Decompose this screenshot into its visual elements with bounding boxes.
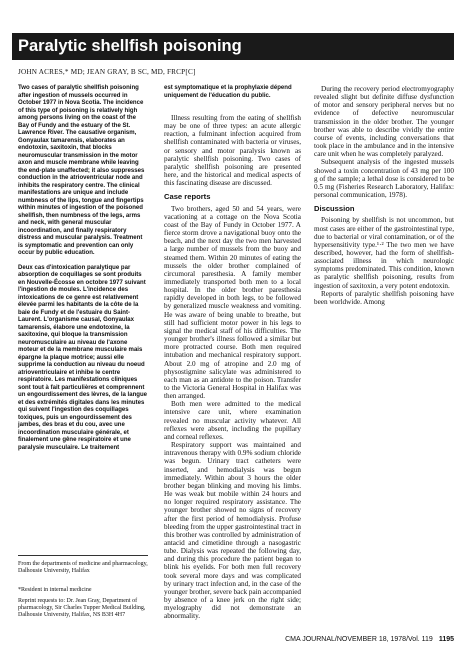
- page-footer: [285, 636, 454, 643]
- case-paragraph-4: During the recovery period electromyography revealed slight but definite diffuse dysfunction of motor and sensory peripheral nerves but no evidence of defective neuromuscular transmission in the older brother. The younger brother was able to describe vividly the entire course of events, including conversations that took place in the ambulance and in the intensive care unit when he was completely paralyzed.: [314, 85, 454, 159]
- abstract-french: Deux cas d'intoxication paralytique par absorption de coquillages se sont produits en Nouvelle-Écosse en octobre 1977 suivant l'ingestion de moules. L'incidence des intoxications de ce genre est relativement élevée parmi les habitants de la côte de la baie de Fundy et de l'estuaire du Saint-Laurent. L'organisme causal, Gonyaulax tamarensis, élabore une endotoxine, la saxitoxine, qui bloque la transmission neuromusculaire au niveau de l'axone moteur et de la membrane musculaire mais épargne la plaque motrice; aussi elle supprime la conduction au niveau du noeud atrioventriculaire et inhibe le centre respiratoire. Les manifestations cliniques sont tout à fait particulières et comprennent un engourdissement des lèvres, de la langue et des extrémités digitales dans les minutes qui suivent l'ingestion des coquillages toxiques, puis un engourdissement des jambes, des bras et du cou, avec une incoordination musculaire générale, et finalement une gêne respiratoire et une paralysie musculaire. Le traitement: [18, 264, 148, 451]
- footnote-resident: *Resident in internal medicine: [18, 587, 92, 593]
- abstract: [18, 85, 148, 452]
- case-paragraph-1: Two brothers, aged 50 and 54 years, were vacationing at a cottage on the Nova Scotia coast of the Bay of Fundy in October 1977. A fierce storm drove a navigational buoy onto the beach, and the next day the two men harvested a large number of mussels from the buoy and steamed them. Within 20 minutes of eating the mussels the older brother complained of circumoral paresthesia. A family member immediately transported both men to a local hospital. In the older brother paresthesia rapidly developed in both legs, to be followed by generalized muscle weakness and vomiting. He was aware of being unable to breathe, but still had sufficient motor power in his legs to signal the medical staff of his difficulties. The younger brother's illness followed a similar but more protracted course. Both men required intubation and mechanical respiratory support. About 2.0 mg of atropine and 2.0 mg of physostigmine salicylate was administered to each man as an antidote to the poison. Transfer to the Victoria General Hospital in Halifax was then arranged.: [164, 204, 301, 401]
- article-title: Paralytic shellfish poisoning: [12, 33, 454, 60]
- discussion-heading: Discussion: [314, 204, 355, 214]
- intro-paragraph: Illness resulting from the eating of shellfish may be one of three types: an acute allergic reaction, a fulminant infection acquired from shellfish contaminated with bacteria or viruses, or sensory and motor paralysis known as paralytic shellfish poisoning. Two cases of paralytic shellfish poisoning are presented here, and the historical and medical aspects of this fascinating disease are discussed.: [164, 114, 301, 188]
- discussion-paragraph-1: Poisoning by shellfish is not uncommon, but most cases are either of the gastrointestinal type, due to bacterial or viral contamination, or of the hypersensitivity type.¹·² The two men we have described, however, had the form of shellfish-associated illness in which neurologic symptoms predominated. This condition, known as paralytic shellfish poisoning, results from ingestion of saxitoxin, a very potent endotoxin.: [314, 216, 454, 290]
- abstract-french-continued: est symptomatique et la prophylaxie dépend uniquement de l'éducation du public.: [164, 85, 292, 99]
- footnote-affiliation: From the departments of medicine and pharmacology, Dalhousie University, Halifax: [18, 561, 148, 574]
- column-2: [164, 85, 301, 621]
- page-number: 1195: [438, 636, 454, 643]
- author-byline: JOHN ACRES,* MD; JEAN GRAY, B SC, MD, FRCP[C]: [18, 68, 196, 76]
- abstract-english: Two cases of paralytic shellfish poisoning after ingestion of mussels occurred in October 1977 in Nova Scotia. The incidence of this type of poisoning is relatively high among persons living on the coast of the Bay of Fundy and the estuary of the St. Lawrence River. The causative organism, Gonyaulax tamarensis, elaborates an endotoxin, saxitoxin, that blocks neuromuscular transmission in the motor axon and muscle membrane while leaving the end-plate unaffected; it also suppresses conduction in the atrioventricular node and inhibits the respiratory centre. The clinical manifestations are unique and include numbness of the lips, tongue and fingertips within minutes of ingestion of the poisoned shellfish, then numbness of the legs, arms and neck, with general muscular incoordination, and finally respiratory distress and muscular paralysis. Treatment is symptomatic and prevention can only occur by public education.: [18, 85, 145, 256]
- case-paragraph-3: Respiratory support was maintained and intravenous therapy with 0.9% sodium chloride was begun. Urinary tract catheters were inserted, and hemodialysis was begun immediately. Within about 3 hours the older brother began blinking and moving his limbs. He was weak but mobile within 24 hours and no longer required respiratory assistance. The younger brother showed no signs of recovery after the first period of hemodialysis. Profuse bleeding from the upper gastrointestinal tract in this brother was controlled by administration of antacid and cimetidine through a nasogastric tube. Dialysis was repeated the following day, and during this procedure the patient began to blink his eyelids. For both men full recovery took several more days and was complicated by urinary tract infection and, in the case of the younger brother, severe back pain accompanied by absence of a knee jerk on the right side; myelography did not demonstrate an abnormality.: [164, 441, 302, 621]
- case-paragraph-5: Subsequent analysis of the ingested mussels showed a toxin concentration of 43 mg per 100 g of the sample; a lethal dose is considered to be 0.5 mg (Fisheries Research Laboratory, Halifax: personal communication, 1978).: [314, 158, 454, 200]
- case-reports-heading: Case reports: [164, 192, 211, 202]
- column-1: [18, 85, 148, 452]
- journal-citation: CMA JOURNAL/NOVEMBER 18, 1978/Vol. 119: [285, 636, 433, 643]
- discussion-paragraph-2: Reports of paralytic shellfish poisoning have been worldwide. Among: [314, 289, 454, 306]
- case-paragraph-2: Both men were admitted to the medical intensive care unit, where examination revealed no muscular activity whatever. All reflexes were absent, including the pupillary and corneal reflexes.: [164, 400, 301, 441]
- column-3: [314, 85, 454, 306]
- abstract-continued: [164, 85, 301, 100]
- footnote-divider: [18, 555, 148, 556]
- footnote-reprint: Reprint requests to: Dr. Jean Gray, Department of pharmacology, Sir Charles Tupper Medical Building, Dalhousie University, Halifax, NS B3H 4H7: [18, 598, 146, 618]
